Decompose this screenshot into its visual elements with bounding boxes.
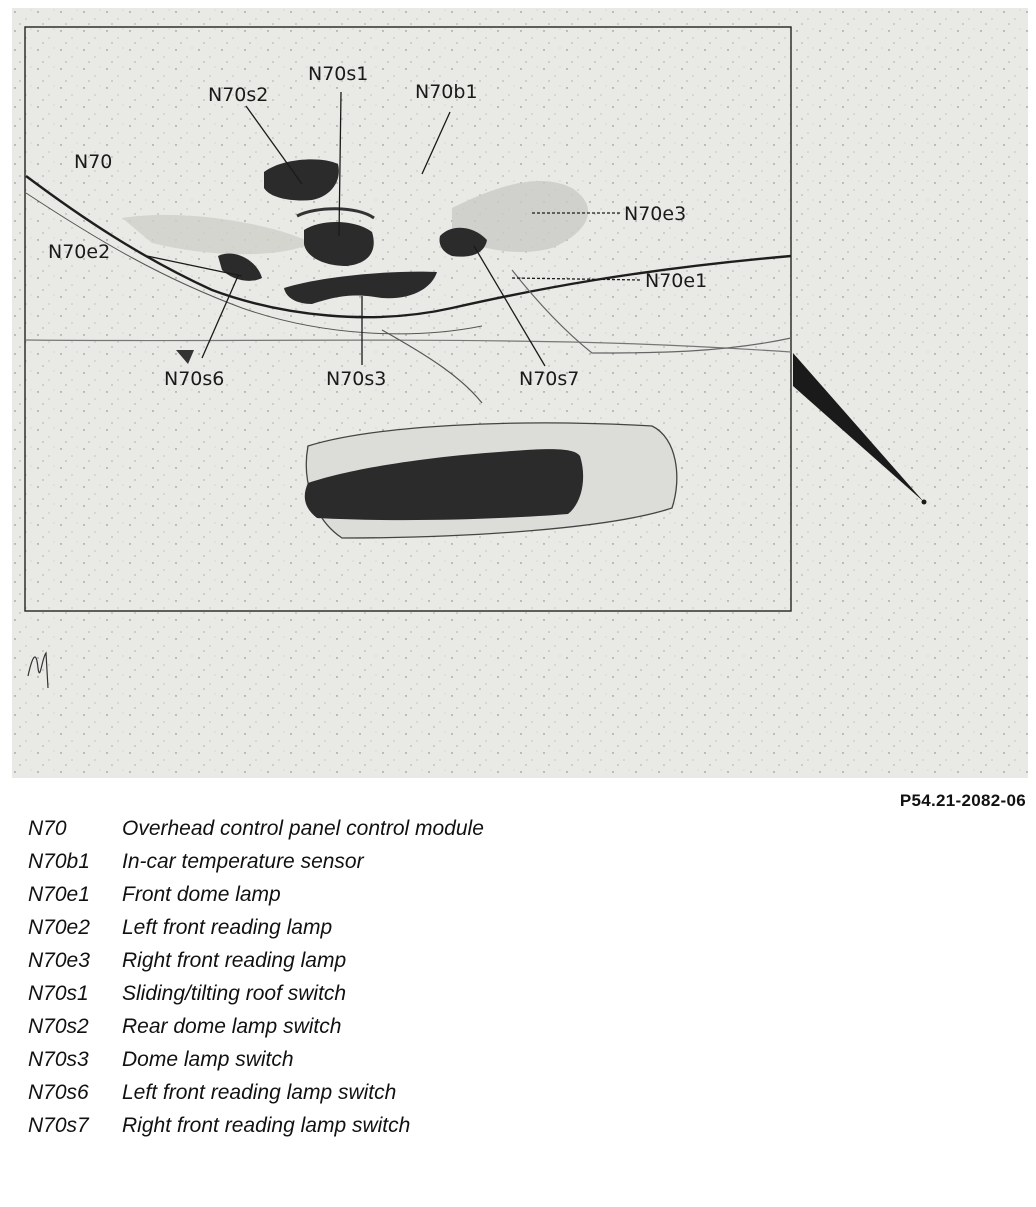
callout-n70s3: N70s3	[326, 368, 387, 390]
callout-n70s7: N70s7	[519, 368, 580, 390]
legend-item	[28, 1010, 548, 1043]
legend-code: N70s1	[28, 982, 89, 1005]
legend-description: In-car temperature sensor	[122, 850, 364, 873]
legend-item	[28, 977, 548, 1010]
legend-description: Rear dome lamp switch	[122, 1015, 342, 1038]
figure-svg	[12, 8, 1028, 778]
paper-speckle	[12, 8, 1028, 778]
legend-code: N70e1	[28, 883, 90, 906]
callout-n70s1: N70s1	[308, 63, 369, 85]
legend-item	[28, 812, 548, 845]
callout-n70: N70	[74, 151, 113, 173]
legend-code: N70e3	[28, 949, 90, 972]
legend-description: Dome lamp switch	[122, 1048, 294, 1071]
legend-item	[28, 1043, 548, 1076]
legend-description: Left front reading lamp switch	[122, 1081, 397, 1104]
legend-description: Front dome lamp	[122, 883, 281, 906]
callout-n70s6: N70s6	[164, 368, 225, 390]
legend-description: Overhead control panel control module	[122, 817, 484, 840]
legend-code: N70b1	[28, 850, 90, 873]
legend-item	[28, 878, 548, 911]
callout-n70e3: N70e3	[624, 203, 687, 225]
overhead-panel-figure	[12, 8, 1028, 778]
pointer-dot	[922, 500, 927, 505]
legend-description: Right front reading lamp switch	[122, 1114, 411, 1137]
legend-code: N70	[28, 817, 67, 840]
legend-code: N70s2	[28, 1015, 89, 1038]
legend-item	[28, 911, 548, 944]
callout-n70b1: N70b1	[415, 81, 478, 103]
legend-list	[28, 812, 548, 1142]
legend-description: Left front reading lamp	[122, 916, 333, 939]
legend-item	[28, 1076, 548, 1109]
legend-item	[28, 944, 548, 977]
legend-code: N70e2	[28, 916, 90, 939]
legend-item	[28, 1109, 548, 1142]
legend-item	[28, 845, 548, 878]
legend-description: Sliding/tilting roof switch	[122, 982, 347, 1005]
callout-n70s2: N70s2	[208, 84, 269, 106]
legend-code: N70s7	[28, 1114, 89, 1137]
legend-code: N70s6	[28, 1081, 89, 1104]
legend-description: Right front reading lamp	[122, 949, 347, 972]
callout-n70e2: N70e2	[48, 241, 111, 263]
legend-code: N70s3	[28, 1048, 89, 1071]
figure-reference-code: P54.21-2082-06	[899, 791, 1026, 810]
callout-n70e1: N70e1	[645, 270, 708, 292]
